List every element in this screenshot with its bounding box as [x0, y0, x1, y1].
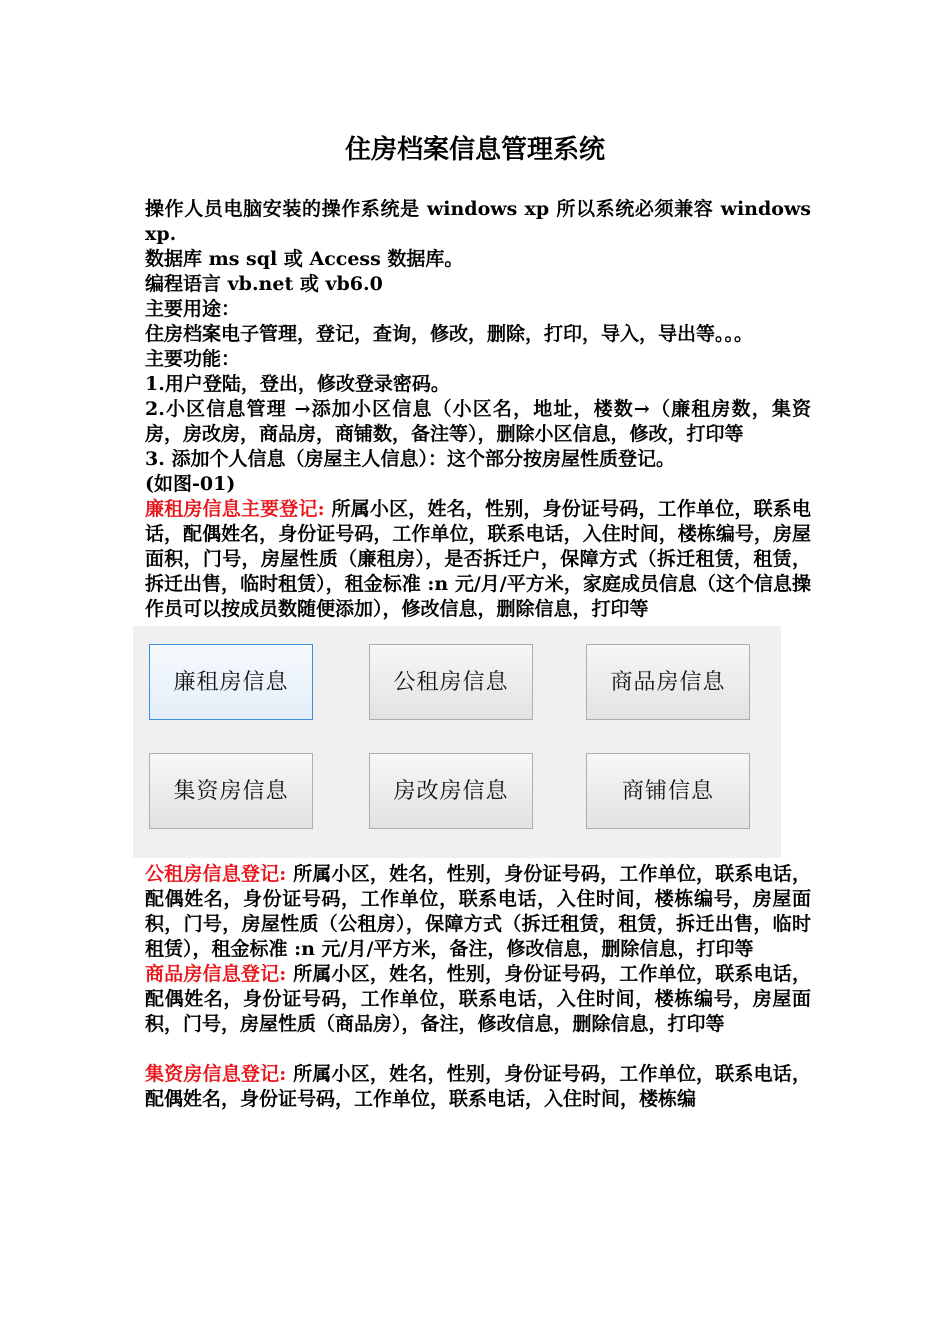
- function-1: 1.用户登陆，登出，修改登录密码。: [145, 373, 450, 395]
- lianzu-info-button[interactable]: 廉租房信息: [149, 644, 313, 720]
- shangpu-info-button[interactable]: 商铺信息: [586, 753, 750, 829]
- document-body: [145, 197, 811, 1112]
- database-line: 数据库 ms sql 或 Access 数据库。: [145, 248, 464, 270]
- paragraph-spacer: [145, 1037, 811, 1062]
- shangpin-info-button[interactable]: 商品房信息: [586, 644, 750, 720]
- house-type-button-panel: [133, 626, 781, 858]
- jizi-text: 所属小区，姓名，性别，身份证号码，工作单位，联系电话，配偶姓名，身份证号码，工作单位，联系电话，入住时间，楼栋编: [145, 1063, 811, 1110]
- usage-heading: 主要用途：: [145, 298, 241, 320]
- lianzu-paragraph: [145, 497, 811, 622]
- gongzu-text: 所属小区，姓名，性别，身份证号码，工作单位，联系电话，配偶姓名，身份证号码，工作单位，联系电话，入住时间，楼栋编号，房屋面积，门号，房屋性质（公租房），保障方式（拆迁租赁，租赁，拆迁出售，临时租赁），租金标准 :n 元/月/平方米，备注，修改信息，删除信息，打印等: [145, 863, 811, 960]
- shangpin-paragraph: [145, 962, 811, 1037]
- function-2: 2.小区信息管理 →添加小区信息（小区名，地址，楼数→（廉租房数，集资房，房改房，商品房，商铺数，备注等），删除小区信息，修改，打印等: [145, 398, 811, 445]
- document-title: 住房档案信息管理系统: [344, 135, 605, 165]
- figure-reference: (如图-01): [145, 473, 236, 495]
- jizi-label: 集资房信息登记:: [145, 1063, 287, 1085]
- gongzu-paragraph: [145, 862, 811, 962]
- intro-paragraph: 操作人员电脑安装的操作系统是 windows xp 所以系统必须兼容 windows xp.: [145, 198, 811, 245]
- gongzu-info-button[interactable]: 公租房信息: [369, 644, 533, 720]
- lianzu-label: 廉租房信息主要登记:: [145, 498, 325, 520]
- fanggai-info-button[interactable]: 房改房信息: [369, 753, 533, 829]
- usage-line: 住房档案电子管理，登记，查询，修改，删除，打印，导入，导出等。。。: [145, 323, 754, 345]
- jizi-paragraph: [145, 1062, 811, 1112]
- gongzu-label: 公租房信息登记:: [145, 863, 287, 885]
- jizi-info-button[interactable]: 集资房信息: [149, 753, 313, 829]
- language-line: 编程语言 vb.net 或 vb6.0: [145, 273, 383, 295]
- function-3: 3. 添加个人信息（房屋主人信息）：这个部分按房屋性质登记。: [145, 448, 675, 470]
- shangpin-text: 所属小区，姓名，性别，身份证号码，工作单位，联系电话，配偶姓名，身份证号码，工作单位，联系电话，入住时间，楼栋编号，房屋面积，门号，房屋性质（商品房），备注，修改信息，删除信息，打印等: [145, 963, 811, 1035]
- lianzu-text: 所属小区，姓名，性别，身份证号码，工作单位，联系电话，配偶姓名，身份证号码，工作单位，联系电话，入住时间，楼栋编号，房屋面积，门号，房屋性质（廉租房），是否拆迁户，保障方式（拆迁租赁，租赁，拆迁出售，临时租赁），租金标准 :n 元/月/平方米，家庭成员信息（这个信息操作员可以按成员数随便添加），修改信息，删除信息，打印等: [145, 498, 811, 620]
- function-heading: 主要功能：: [145, 348, 241, 370]
- shangpin-label: 商品房信息登记:: [145, 963, 287, 985]
